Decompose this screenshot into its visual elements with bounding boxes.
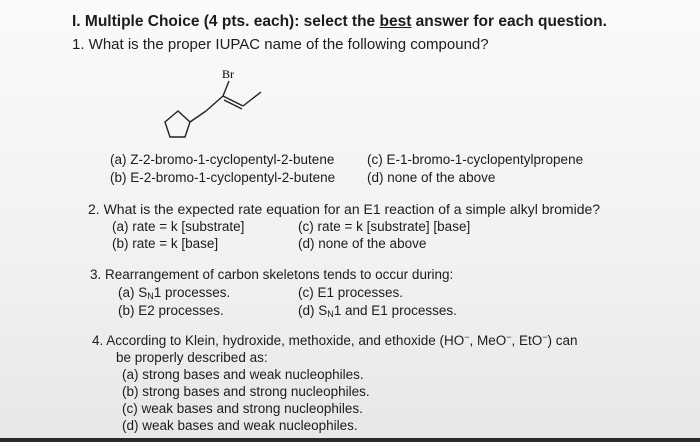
q3-option-d[interactable] <box>298 303 457 319</box>
q4-option-c[interactable]: (c) weak bases and strong nucleophiles. <box>122 401 363 416</box>
bond-ch2-c2 <box>206 96 223 111</box>
q4-charge-2: − <box>506 332 512 342</box>
q2-option-a[interactable]: (a) rate = k [substrate] <box>112 219 245 234</box>
q4-text: 4. According to Klein, hydroxide, methoxide, and ethoxide (HO <box>92 333 465 348</box>
q4-charge-3: − <box>542 332 548 342</box>
q4-text-eto: , EtO <box>511 333 543 348</box>
q1-option-c[interactable]: (c) E-1-bromo-1-cyclopentylpropene <box>367 152 584 167</box>
header-text-end: answer for each question. <box>411 13 607 30</box>
bond-c3-methyl <box>243 92 261 106</box>
q3-a-text-end: 1 processes. <box>153 285 231 300</box>
q3-a-text: (a) S <box>118 285 148 300</box>
header-emphasis: best <box>379 13 412 30</box>
section-header <box>72 13 607 31</box>
question-3: 3. Rearrangement of carbon skeletons tends to occur during: <box>90 267 454 282</box>
cyclopentane-ring <box>165 111 190 137</box>
q4-option-a[interactable]: (a) strong bases and weak nucleophiles. <box>122 367 364 382</box>
q4-text-meo: , MeO <box>469 333 507 348</box>
question-2: 2. What is the expected rate equation for an E1 reaction of a simple alkyl bromide? <box>88 201 601 217</box>
bond-ring-ch2 <box>190 111 206 122</box>
q1-option-d[interactable]: (d) none of the above <box>367 170 496 185</box>
bond-c2-br <box>223 81 229 96</box>
page-bottom-edge <box>0 438 700 442</box>
question-4-line-2: be properly described as: <box>116 350 268 365</box>
q2-option-b[interactable]: (b) rate = k [base] <box>112 236 219 251</box>
q4-charge-1: − <box>464 332 470 342</box>
q3-option-b[interactable]: (b) E2 processes. <box>118 303 224 318</box>
q2-option-c[interactable]: (c) rate = k [substrate] [base] <box>298 219 471 234</box>
q4-option-d[interactable]: (d) weak bases and weak nucleophiles. <box>122 418 358 433</box>
question-4 <box>92 332 578 348</box>
chemical-structure <box>150 62 280 152</box>
q3-d-text: (d) S <box>298 303 328 318</box>
q1-option-b[interactable]: (b) E-2-bromo-1-cyclopentyl-2-butene <box>110 170 336 185</box>
q4-text-end: ) can <box>547 333 578 348</box>
q2-option-d[interactable]: (d) none of the above <box>298 236 427 251</box>
q3-option-c[interactable]: (c) E1 processes. <box>298 285 404 300</box>
q3-option-a[interactable] <box>118 285 230 301</box>
q3-a-subscript: N <box>147 291 154 301</box>
q3-d-subscript: N <box>327 309 334 319</box>
header-text: I. Multiple Choice (4 pts. each): select the <box>72 13 380 30</box>
question-1: 1. What is the proper IUPAC name of the following compound? <box>72 36 489 53</box>
q4-option-b[interactable]: (b) strong bases and strong nucleophiles. <box>122 384 370 399</box>
bromine-label: Br <box>222 67 234 81</box>
q3-d-text-end: 1 and E1 processes. <box>333 303 457 318</box>
q1-option-a[interactable]: (a) Z-2-bromo-1-cyclopentyl-2-butene <box>110 152 335 167</box>
